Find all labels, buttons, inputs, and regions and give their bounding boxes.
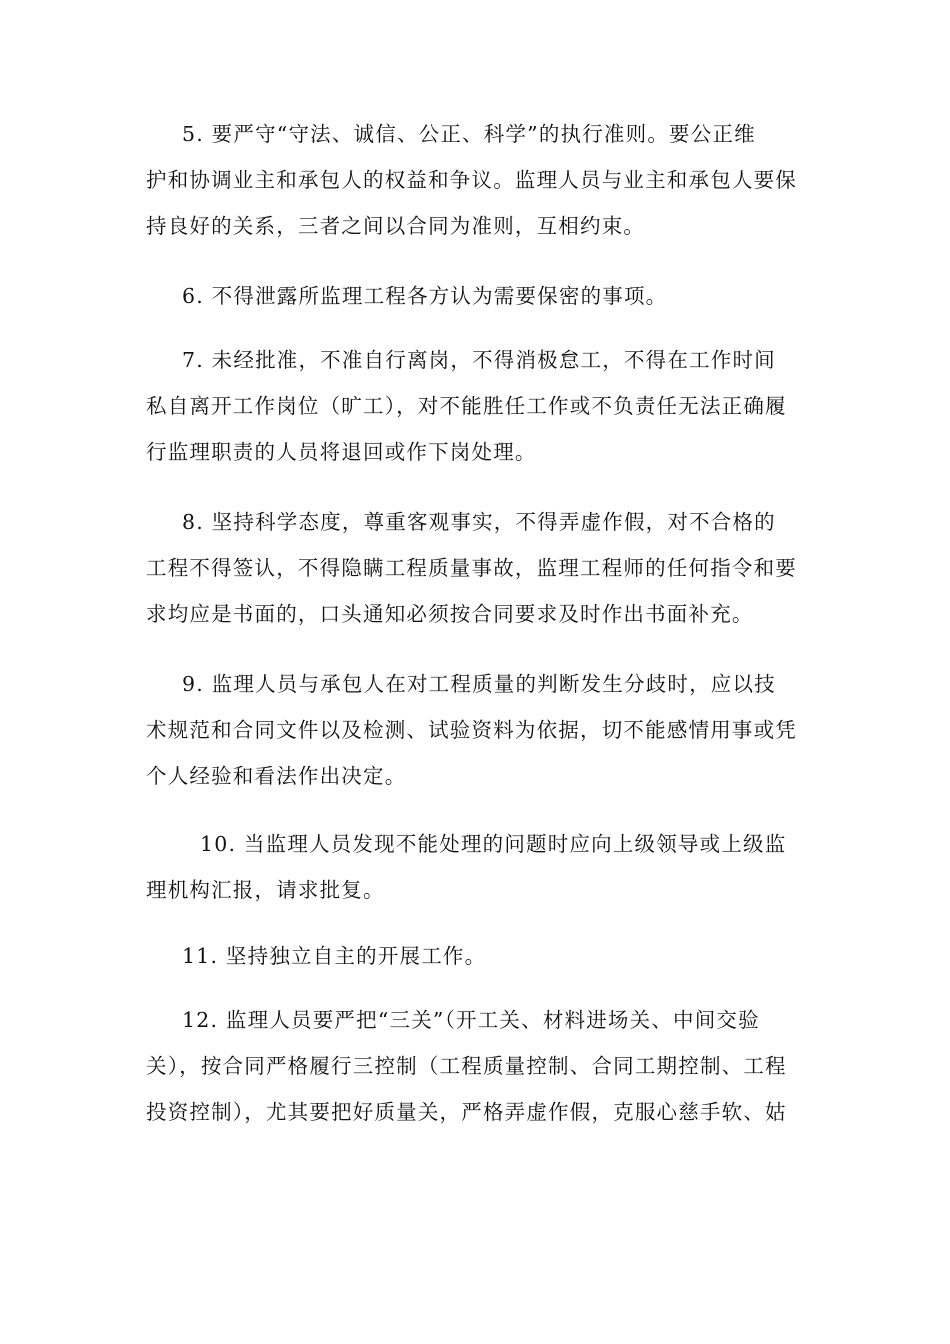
- paragraph-line: 求均应是书面的，口头通知必须按合同要求及时作出书面补充。: [146, 602, 754, 626]
- paragraph-line: 关），按合同严格履行三控制（工程质量控制、合同工期控制、工程: [146, 1054, 787, 1078]
- paragraph-7: [146, 337, 810, 475]
- paragraph-line: 5. 要严守“守法、诚信、公正、科学”的执行准则。要公正维: [182, 122, 756, 146]
- paragraph-line: 护和协调业主和承包人的权益和争议。监理人员与业主和承包人要保: [146, 168, 797, 192]
- paragraph-line: 持良好的关系，三者之间以合同为准则，互相约束。: [146, 214, 646, 238]
- paragraph-line: 投资控制），尤其要把好质量关，严格弄虚作假，克服心慈手软、姑: [146, 1100, 787, 1124]
- paragraph-12: [146, 997, 810, 1135]
- paragraph-line: 8. 坚持科学态度，尊重客观事实，不得弄虚作假，对不合格的: [182, 510, 776, 534]
- paragraph-line: 6. 不得泄露所监理工程各方认为需要保密的事项。: [182, 284, 668, 308]
- paragraph-5: [146, 111, 810, 249]
- paragraph-9: [146, 661, 810, 799]
- paragraph-line: 行监理职责的人员将退回或作下岗处理。: [146, 440, 537, 464]
- paragraph-line: 工程不得签认，不得隐瞒工程质量事故，监理工程师的任何指令和要: [146, 556, 797, 580]
- paragraph-line: 术规范和合同文件以及检测、试验资料为依据，切不能感情用事或凭: [146, 718, 797, 742]
- paragraph-10: [146, 821, 810, 913]
- paragraph-line: 私自离开工作岗位（旷工），对不能胜任工作或不负责任无法正确履: [146, 394, 787, 418]
- paragraph-line: 个人经验和看法作出决定。: [146, 764, 407, 788]
- paragraph-line: 理机构汇报，请求批复。: [146, 878, 385, 902]
- paragraph-line: 9. 监理人员与承包人在对工程质量的判断发生分歧时，应以技: [182, 672, 776, 696]
- paragraph-line: 10. 当监理人员发现不能处理的问题时应向上级领导或上级监: [200, 832, 787, 856]
- paragraph-8: [146, 499, 810, 637]
- paragraph-line: 7. 未经批准，不准自行离岗，不得消极怠工，不得在工作时间: [182, 348, 776, 372]
- paragraph-line: 12. 监理人员要严把“三关”（开工关、材料进场关、中间交验: [182, 1008, 760, 1032]
- paragraph-6: [146, 273, 810, 319]
- paragraph-11: [146, 933, 810, 979]
- paragraph-line: 11. 坚持独立自主的开展工作。: [182, 944, 487, 968]
